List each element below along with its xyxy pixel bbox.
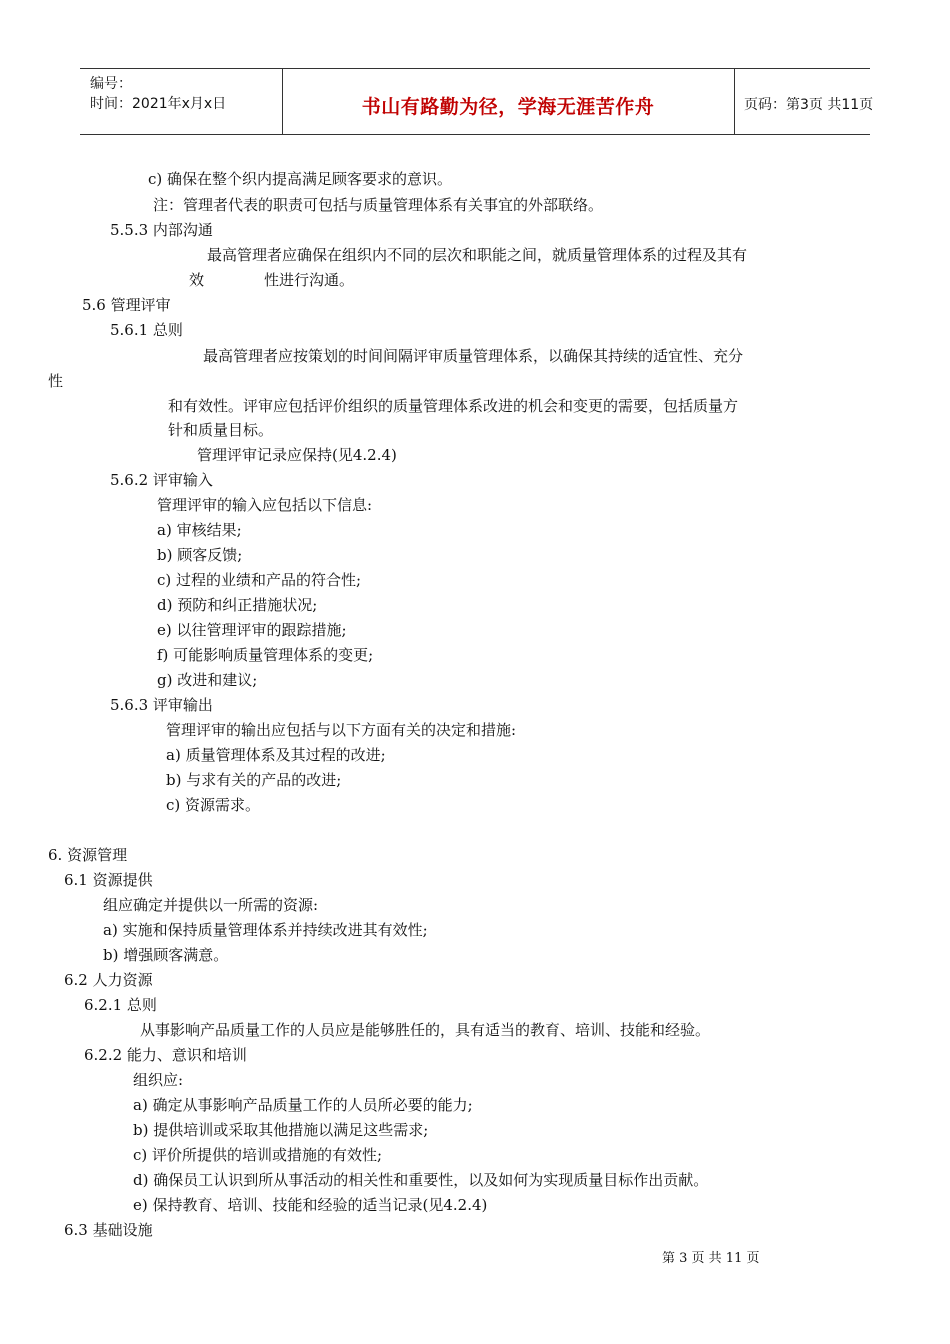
section-heading: 6.2.1 总则 <box>84 996 157 1014</box>
header-slogan: 书山有路勤为径，学海无涯苦作舟 <box>361 96 655 118</box>
list-item: a) 质量管理体系及其过程的改进; <box>166 746 386 764</box>
body-line: 性进行沟通。 <box>264 271 355 289</box>
header-left-cell <box>80 69 283 134</box>
body-line: 针和质量目标。 <box>168 421 274 439</box>
header-right-cell <box>734 69 874 134</box>
list-item: g) 改进和建议; <box>157 671 258 689</box>
body-line: 管理评审的输出应包括与以下方面有关的决定和措施: <box>166 721 517 739</box>
section-heading: 5.5.3 内部沟通 <box>110 221 213 239</box>
list-item: e) 以往管理评审的跟踪措施; <box>157 621 347 639</box>
header-page-number: 页码：第3页 共11页 <box>744 97 874 113</box>
list-item: d) 预防和纠正措施状况; <box>157 596 318 614</box>
list-item: b) 增强顾客满意。 <box>103 946 229 964</box>
page-header <box>80 68 874 135</box>
list-item: f) 可能影响质量管理体系的变更; <box>157 646 374 664</box>
body-line: 管理评审记录应保持(见4.2.4) <box>197 446 397 464</box>
body-line: 性 <box>48 372 64 390</box>
section-heading: 5.6.2 评审输入 <box>110 471 213 489</box>
list-item: a) 审核结果; <box>157 521 242 539</box>
list-item: a) 实施和保持质量管理体系并持续改进其有效性; <box>103 921 428 939</box>
list-item: b) 提供培训或采取其他措施以满足这些需求; <box>133 1121 429 1139</box>
list-item: c) 过程的业绩和产品的符合性; <box>157 571 362 589</box>
section-heading: 5.6.1 总则 <box>110 321 183 339</box>
list-item: b) 顾客反馈; <box>157 546 243 564</box>
section-heading: 5.6 管理评审 <box>82 296 171 314</box>
list-item: c) 资源需求。 <box>166 796 261 814</box>
body-line: 和有效性。评审应包括评价组织的质量管理体系改进的机会和变更的需要，包括质量方 <box>168 397 739 415</box>
chapter-heading: 6. 资源管理 <box>48 846 128 864</box>
section-heading: 6.3 基础设施 <box>64 1221 153 1239</box>
body-line: 从事影响产品质量工作的人员应是能够胜任的，具有适当的教育、培训、技能和经验。 <box>140 1021 711 1039</box>
body-line: 组应确定并提供以一所需的资源: <box>103 896 319 914</box>
section-heading: 6.2 人力资源 <box>64 971 153 989</box>
section-heading: 6.1 资源提供 <box>64 871 153 889</box>
body-line: 效 <box>189 271 205 289</box>
list-item: b) 与求有关的产品的改进; <box>166 771 342 789</box>
page-footer: 第 3 页 共 11 页 <box>662 1251 760 1266</box>
list-item: e) 保持教育、培训、技能和经验的适当记录(见4.2.4) <box>133 1196 488 1214</box>
header-middle-cell <box>282 69 735 134</box>
body-line: 管理评审的输入应包括以下信息: <box>157 496 373 514</box>
section-heading: 5.6.3 评审输出 <box>110 696 213 714</box>
section-heading: 6.2.2 能力、意识和培训 <box>84 1046 247 1064</box>
body-line: 注：管理者代表的职责可包括与质量管理体系有关事宜的外部联络。 <box>153 196 604 214</box>
body-line: c) 确保在整个织内提高满足顾客要求的意识。 <box>148 170 453 188</box>
body-line: 最高管理者应确保在组织内不同的层次和职能之间，就质量管理体系的过程及其有 <box>207 246 748 264</box>
body-line: 最高管理者应按策划的时间间隔评审质量管理体系，以确保其持续的适宜性、充分 <box>203 347 744 365</box>
body-line: 组织应: <box>133 1071 184 1089</box>
list-item: a) 确定从事影响产品质量工作的人员所必要的能力; <box>133 1096 473 1114</box>
document-number-label: 编号： <box>90 76 132 92</box>
list-item: d) 确保员工认识到所从事活动的相关性和重要性，以及如何为实现质量目标作出贡献。 <box>133 1171 709 1189</box>
document-time-label: 时间：2021年x月x日 <box>90 96 227 112</box>
list-item: c) 评价所提供的培训或措施的有效性; <box>133 1146 383 1164</box>
